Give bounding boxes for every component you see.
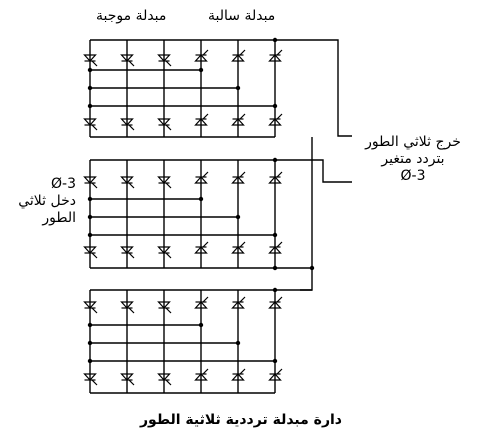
junction-dot	[199, 68, 203, 72]
thyristor-gate	[240, 50, 245, 55]
output-label-line: خرج ثلاثي الطور	[365, 134, 461, 150]
junction-dot	[88, 104, 92, 108]
thyristor-icon	[233, 50, 246, 61]
junction-dot	[88, 233, 92, 237]
thyristor-icon	[159, 119, 172, 130]
junction-dot	[88, 359, 92, 363]
thyristor-gate	[166, 308, 171, 313]
thyristor-gate	[92, 253, 97, 258]
junction-dot	[236, 215, 240, 219]
thyristor-icon	[196, 172, 209, 183]
thyristor-icon	[159, 374, 172, 385]
thyristor-icon	[196, 50, 209, 61]
junction-dot	[273, 266, 277, 270]
thyristor-icon	[270, 50, 283, 61]
thyristor-icon	[122, 247, 135, 258]
thyristor-icon	[85, 374, 98, 385]
thyristor-gate	[240, 114, 245, 119]
thyristor-icon	[159, 302, 172, 313]
input-label	[6, 176, 76, 226]
thyristor-icon	[233, 297, 246, 308]
thyristor-gate	[129, 253, 134, 258]
input-label-line: الطور	[42, 209, 76, 226]
thyristor-icon	[233, 172, 246, 183]
junction-dot	[273, 104, 277, 108]
thyristor-icon	[85, 302, 98, 313]
positive-converter-label: مبدلة موجبة	[96, 8, 167, 24]
junction-dot	[273, 38, 277, 42]
thyristor-gate	[203, 172, 208, 177]
thyristor-icon	[233, 114, 246, 125]
thyristor-gate	[277, 50, 282, 55]
thyristor-icon	[159, 55, 172, 66]
output-label-line: بتردد متغير	[381, 150, 445, 167]
thyristor-gate	[166, 253, 171, 258]
thyristor-gate	[129, 380, 134, 385]
junction-dot	[88, 86, 92, 90]
thyristor-icon	[270, 172, 283, 183]
thyristor-icon	[270, 242, 283, 253]
thyristor-gate	[277, 297, 282, 302]
thyristor-icon	[196, 369, 209, 380]
thyristor-icon	[122, 119, 135, 130]
thyristor-icon	[122, 55, 135, 66]
junction-dot	[88, 197, 92, 201]
thyristor-gate	[92, 61, 97, 66]
thyristor-gate	[129, 61, 134, 66]
thyristor-gate	[240, 242, 245, 247]
thyristor-gate	[277, 114, 282, 119]
negative-converter-label: مبدلة سالبة	[208, 8, 276, 24]
wire	[275, 40, 352, 136]
thyristor-icon	[270, 114, 283, 125]
junction-dot	[199, 323, 203, 327]
thyristor-icon	[159, 177, 172, 188]
thyristor-gate	[277, 369, 282, 374]
junction-dot	[88, 341, 92, 345]
junction-dot	[236, 341, 240, 345]
thyristor-gate	[240, 172, 245, 177]
junction-dot	[273, 158, 277, 162]
thyristor-gate	[240, 297, 245, 302]
thyristor-gate	[203, 114, 208, 119]
thyristor-gate	[92, 183, 97, 188]
thyristor-gate	[166, 183, 171, 188]
wire	[275, 160, 352, 182]
junction-dot	[88, 323, 92, 327]
thyristor-icon	[270, 297, 283, 308]
thyristor-gate	[166, 125, 171, 130]
junction-dot	[236, 86, 240, 90]
junction-dot	[310, 266, 314, 270]
thyristor-icon	[85, 247, 98, 258]
thyristor-icon	[196, 297, 209, 308]
thyristor-gate	[240, 369, 245, 374]
thyristor-icon	[196, 114, 209, 125]
thyristor-gate	[92, 125, 97, 130]
thyristor-icon	[85, 177, 98, 188]
output-label	[350, 134, 476, 184]
junction-dot	[273, 288, 277, 292]
thyristor-gate	[166, 61, 171, 66]
thyristor-gate	[129, 125, 134, 130]
input-label-line: دخل ثلاثي	[18, 192, 76, 209]
thyristor-icon	[233, 369, 246, 380]
wiring	[90, 40, 352, 393]
thyristor-gate	[166, 380, 171, 385]
thyristor-icon	[85, 119, 98, 130]
junction-dot	[273, 233, 277, 237]
thyristor-gate	[129, 308, 134, 313]
thyristor-gate	[129, 183, 134, 188]
junction-dot	[199, 197, 203, 201]
thyristor-icon	[159, 247, 172, 258]
diagram-title: دارة مبدلة ترددية ثلاثية الطور	[140, 412, 342, 428]
output-label-line: 3-Ø	[400, 167, 426, 184]
thyristor-icon	[122, 302, 135, 313]
thyristor-gate	[277, 242, 282, 247]
thyristor-gate	[203, 242, 208, 247]
thyristor-gate	[92, 380, 97, 385]
thyristor-icon	[85, 55, 98, 66]
thyristor-icon	[270, 369, 283, 380]
thyristor-icon	[122, 374, 135, 385]
input-label-line: 3-Ø	[50, 176, 76, 192]
junction-dot	[88, 68, 92, 72]
thyristor-gate	[203, 369, 208, 374]
thyristor-icon	[122, 177, 135, 188]
thyristor-gate	[92, 308, 97, 313]
junction-dot	[273, 359, 277, 363]
thyristor-gate	[203, 50, 208, 55]
junction-dot	[88, 215, 92, 219]
thyristor-icon	[233, 242, 246, 253]
thyristor-icon	[196, 242, 209, 253]
thyristor-gate	[277, 172, 282, 177]
thyristor-gate	[203, 297, 208, 302]
